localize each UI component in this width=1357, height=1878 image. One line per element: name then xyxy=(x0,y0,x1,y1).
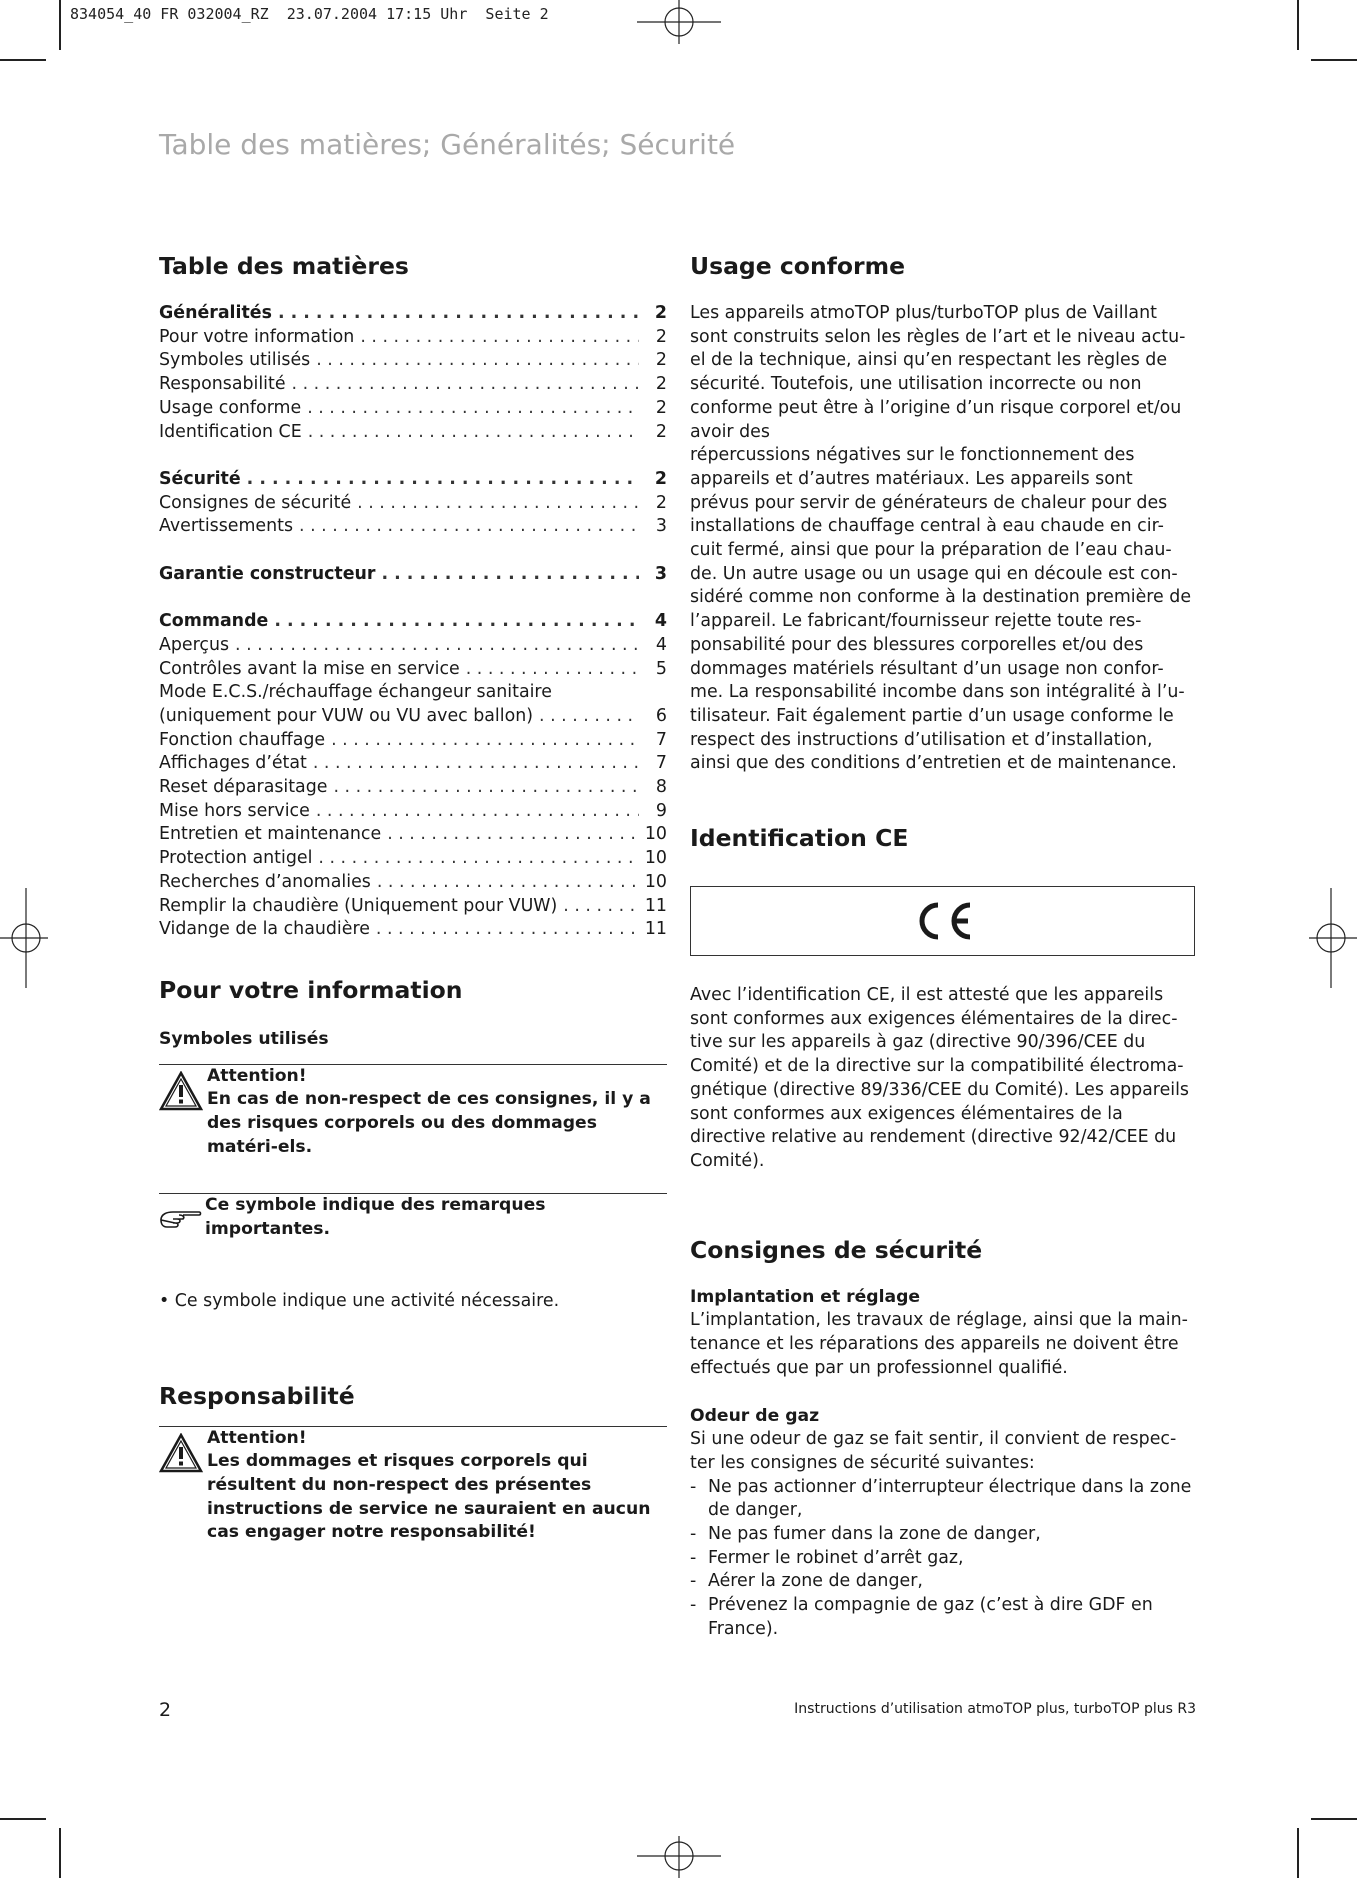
toc-entry[interactable] xyxy=(159,515,667,539)
toc-entry[interactable] xyxy=(159,302,667,326)
toc-entry-label: Symboles utilisés xyxy=(159,350,311,371)
toc-leader-dots xyxy=(357,492,639,516)
print-header: 834054_40 FR 032004_RZ 23.07.2004 17:15 Uhr Seite 2 xyxy=(70,5,549,23)
attention-text: En cas de non-respect de ces consignes, il y a des risques corporels ou des dommages matéri-els. xyxy=(207,1089,651,1157)
note-text: Ce symbole indique des remarques importantes. xyxy=(205,1195,546,1240)
toc-entry-label: Remplir la chaudière (Uniquement pour VUW) xyxy=(159,895,558,916)
toc-entry-page: 2 xyxy=(654,303,667,323)
toc-entry-page: 2 xyxy=(654,468,667,489)
toc-group xyxy=(159,563,667,587)
toc-entry[interactable] xyxy=(159,729,667,753)
registration-mark-icon xyxy=(637,1836,721,1878)
toc-entry[interactable] xyxy=(159,492,667,516)
warning-triangle-icon xyxy=(159,1433,203,1473)
toc-entry-label: Entretien et maintenance xyxy=(159,824,382,845)
toc-leader-dots xyxy=(539,705,639,729)
toc-entry-page: 2 xyxy=(655,492,667,513)
toc-entry[interactable] xyxy=(159,895,667,919)
toc-entry[interactable] xyxy=(159,610,667,634)
toc-leader-dots xyxy=(377,871,639,895)
crop-mark xyxy=(1297,1828,1299,1878)
toc-entry-page: 4 xyxy=(654,611,667,632)
toc-entry-page: 2 xyxy=(655,350,667,371)
toc-entry-label: Vidange de la chaudière xyxy=(159,919,370,940)
toc-entry-label: Recherches d’anomalies xyxy=(159,871,371,892)
info-heading: Pour votre information xyxy=(159,975,463,1004)
crop-mark xyxy=(1311,59,1357,61)
installation-subheading: Implantation et réglage xyxy=(690,1286,921,1307)
toc-entry[interactable] xyxy=(159,373,667,397)
toc-entry-label: (uniquement pour VUW ou VU avec ballon) xyxy=(159,705,534,726)
ce-text: Avec l’identification CE, il est attesté que les appareils sont conformes aux exigences élémentaires de la direc-tive sur les appareils à gaz (directive 90/396/CEE du Comité) et de la directive sur la compatibilité électroma-gnétique (directive 89/336/CEE du Comité). Les appareils sont conformes aux exigences élémentaires de la directive relative au rendement (directive 92/42/CEE du Comité). xyxy=(690,985,1189,1171)
toc-leader-dots xyxy=(313,752,639,776)
toc-entry[interactable] xyxy=(159,918,667,942)
attention-text: Les dommages et risques corporels qui résultent du non-respect des présentes instructions de service ne sauraient en aucun cas engager notre responsabilité! xyxy=(207,1451,651,1543)
note-block xyxy=(159,1194,667,1241)
usage-text: Les appareils atmoTOP plus/turboTOP plus de Vaillant sont construits selon les règles de l’art et le niveau actu-el de la technique, ainsi qu’en respectant les règles de sécurité. Toutefois, une utilisation incorrecte ou non conforme peut être à l’origine d’un risque corporel et/ou avoir des xyxy=(690,303,1186,442)
crop-mark xyxy=(0,1818,46,1820)
toc-entry-page: 7 xyxy=(655,729,667,750)
toc-leader-dots xyxy=(466,658,639,682)
list-item: - Prévenez la compagnie de gaz (c’est à dire GDF en France). xyxy=(690,1594,1195,1641)
toc-leader-dots xyxy=(316,800,639,824)
toc-entry-page: 2 xyxy=(655,397,667,418)
toc-entry[interactable] xyxy=(159,397,667,421)
toc-entry-label: Affichages d’état xyxy=(159,753,307,774)
safety-heading: Consignes de sécurité xyxy=(690,1235,983,1264)
attention-title: Attention! xyxy=(207,1427,307,1448)
toc-entry[interactable] xyxy=(159,634,667,658)
toc-entry-label: Aperçus xyxy=(159,634,230,655)
registration-mark-icon xyxy=(637,0,721,44)
list-item: - Ne pas actionner d’interrupteur électrique dans la zone de danger, xyxy=(690,1476,1195,1523)
toc-leader-dots xyxy=(292,373,639,397)
toc-leader-dots xyxy=(235,634,639,658)
toc-entry[interactable] xyxy=(159,563,667,587)
toc-entry[interactable] xyxy=(159,326,667,350)
toc-entry-page: 10 xyxy=(644,848,667,869)
toc-entry-label: Consignes de sécurité xyxy=(159,492,352,513)
toc-entry[interactable] xyxy=(159,705,667,729)
crop-mark xyxy=(0,59,46,61)
toc-entry-page: 7 xyxy=(655,753,667,774)
crop-mark xyxy=(1311,1818,1357,1820)
toc-entry-page: 4 xyxy=(655,634,667,655)
toc-entry-page: 2 xyxy=(655,326,667,347)
footer-text: Instructions d’utilisation atmoTOP plus, turboTOP plus R3 xyxy=(794,1701,1196,1717)
toc-entry-page: 2 xyxy=(655,421,667,442)
responsibility-heading: Responsabilité xyxy=(159,1381,355,1410)
list-item: - Ne pas fumer dans la zone de danger, xyxy=(690,1523,1195,1547)
toc-leader-dots xyxy=(278,302,639,326)
toc-entry[interactable] xyxy=(159,823,667,847)
attention-title: Attention! xyxy=(207,1065,307,1086)
toc-group xyxy=(159,468,667,539)
toc-entry-label: Usage conforme xyxy=(159,397,302,418)
toc-entry[interactable] xyxy=(159,421,667,445)
toc-entry-page: 5 xyxy=(655,658,667,679)
toc-leader-dots xyxy=(387,823,639,847)
usage-heading: Usage conforme xyxy=(690,252,906,280)
toc-entry-label: Responsabilité xyxy=(159,374,286,395)
toc-group xyxy=(159,610,667,942)
toc-leader-dots xyxy=(316,349,639,373)
toc-entry[interactable] xyxy=(159,800,667,824)
toc-entry[interactable] xyxy=(159,847,667,871)
toc-entry-label: Contrôles avant la mise en service xyxy=(159,658,460,679)
right-column xyxy=(690,248,1195,1642)
toc-entry-label: Identification CE xyxy=(159,421,302,442)
toc-entry-page: 11 xyxy=(644,895,667,916)
list-item: - Aérer la zone de danger, xyxy=(690,1570,1195,1594)
registration-mark-icon xyxy=(0,888,48,988)
toc-entry[interactable] xyxy=(159,871,667,895)
toc-group xyxy=(159,302,667,444)
toc-entry-label: Sécurité xyxy=(159,468,241,489)
activity-bullet: • Ce symbole indique une activité nécessaire. xyxy=(159,1290,560,1311)
registration-mark-icon xyxy=(1309,888,1357,988)
gas-odour-subheading: Odeur de gaz xyxy=(690,1405,820,1426)
toc-entry-label: Reset déparasitage xyxy=(159,777,328,798)
crop-mark xyxy=(1297,0,1299,50)
toc-entry[interactable] xyxy=(159,752,667,776)
toc-entry-page: 3 xyxy=(654,563,667,584)
toc-leader-dots xyxy=(307,397,639,421)
ce-heading: Identification CE xyxy=(690,824,909,853)
toc-entry-label: Commande xyxy=(159,611,269,632)
installation-text: L’implantation, les travaux de réglage, ainsi que la main-tenance et les réparations des appareils ne doivent être effectués que par un professionnel qualifié. xyxy=(690,1310,1188,1378)
toc-entry[interactable] xyxy=(159,349,667,373)
page-title: Table des matières; Généralités; Sécurité xyxy=(159,128,736,161)
toc-entry-label: Avertissements xyxy=(159,516,294,537)
toc-leader-dots xyxy=(247,468,639,492)
toc-entry-label: Généralités xyxy=(159,303,272,323)
warning-triangle-icon xyxy=(159,1071,203,1111)
toc-entry-page: 6 xyxy=(655,705,667,726)
toc-entry[interactable] xyxy=(159,468,667,492)
toc-entry-page: 2 xyxy=(655,374,667,395)
toc-entry-page: 11 xyxy=(644,919,667,940)
toc-leader-dots xyxy=(376,918,639,942)
toc-leader-dots xyxy=(381,563,639,587)
symbols-subheading: Symboles utilisés xyxy=(159,1028,329,1049)
toc-leader-dots xyxy=(308,421,639,445)
toc-leader-dots xyxy=(318,847,638,871)
toc-entry[interactable] xyxy=(159,681,667,705)
attention-block xyxy=(159,1065,667,1160)
toc-leader-dots xyxy=(333,776,639,800)
toc-entry-label: Mode E.C.S./réchauffage échangeur sanitaire xyxy=(159,682,552,703)
toc-leader-dots xyxy=(274,610,639,634)
usage-text-continued: répercussions négatives sur le fonctionnement des appareils et d’autres matériaux. Les appareils sont prévus pour servir de générateurs de chaleur pour des installations de chauffage central à eau chaude en cir-cuit fermé, ainsi que pour la préparation de l’eau chau-de. Un autre usage ou un usage qui en découle est con-sidéré comme non conforme à la destination première de l’appareil. Le fabricant/fournisseur rejette toute res-ponsabilité pour des blessures corporelles et/ou des dommages matériels résultant d’un usage non confor-me. La responsabilité incombe dans son intégralité à l’u-tilisateur. Fait également partie d’un usage conforme le respect des instructions d’utilisation et d’installation, ainsi que des conditions d’entretien et de maintenance. xyxy=(690,445,1192,774)
toc-entry[interactable] xyxy=(159,776,667,800)
ce-mark-box xyxy=(690,886,1195,956)
toc-entry-page: 8 xyxy=(655,777,667,798)
toc-entry-page: 9 xyxy=(655,800,667,821)
toc-entry-page: 10 xyxy=(644,824,667,845)
toc-entry-label: Garantie constructeur xyxy=(159,563,376,584)
list-item: - Fermer le robinet d’arrêt gaz, xyxy=(690,1547,1195,1571)
crop-mark xyxy=(59,0,61,50)
toc-leader-dots xyxy=(360,326,639,350)
toc-leader-dots xyxy=(299,515,639,539)
gas-safety-list xyxy=(690,1476,1195,1642)
toc-entry-label: Mise hors service xyxy=(159,800,310,821)
toc-entry-label: Fonction chauffage xyxy=(159,729,326,750)
table-of-contents xyxy=(159,302,667,942)
toc-heading: Table des matières xyxy=(159,252,409,280)
toc-leader-dots xyxy=(331,729,639,753)
attention-block xyxy=(159,1427,667,1546)
toc-entry-page: 10 xyxy=(644,871,667,892)
toc-entry-page: 3 xyxy=(655,516,667,537)
toc-entry-label: Pour votre information xyxy=(159,326,355,347)
gas-odour-text: Si une odeur de gaz se fait sentir, il convient de respec-ter les consignes de sécurité suivantes: xyxy=(690,1429,1177,1473)
pointing-hand-icon xyxy=(159,1204,203,1232)
toc-leader-dots xyxy=(563,895,639,919)
left-column xyxy=(159,248,667,1545)
ce-mark-icon xyxy=(908,900,978,942)
toc-entry[interactable] xyxy=(159,658,667,682)
page-number: 2 xyxy=(159,1699,172,1721)
toc-entry-label: Protection antigel xyxy=(159,848,313,869)
crop-mark xyxy=(59,1828,61,1878)
